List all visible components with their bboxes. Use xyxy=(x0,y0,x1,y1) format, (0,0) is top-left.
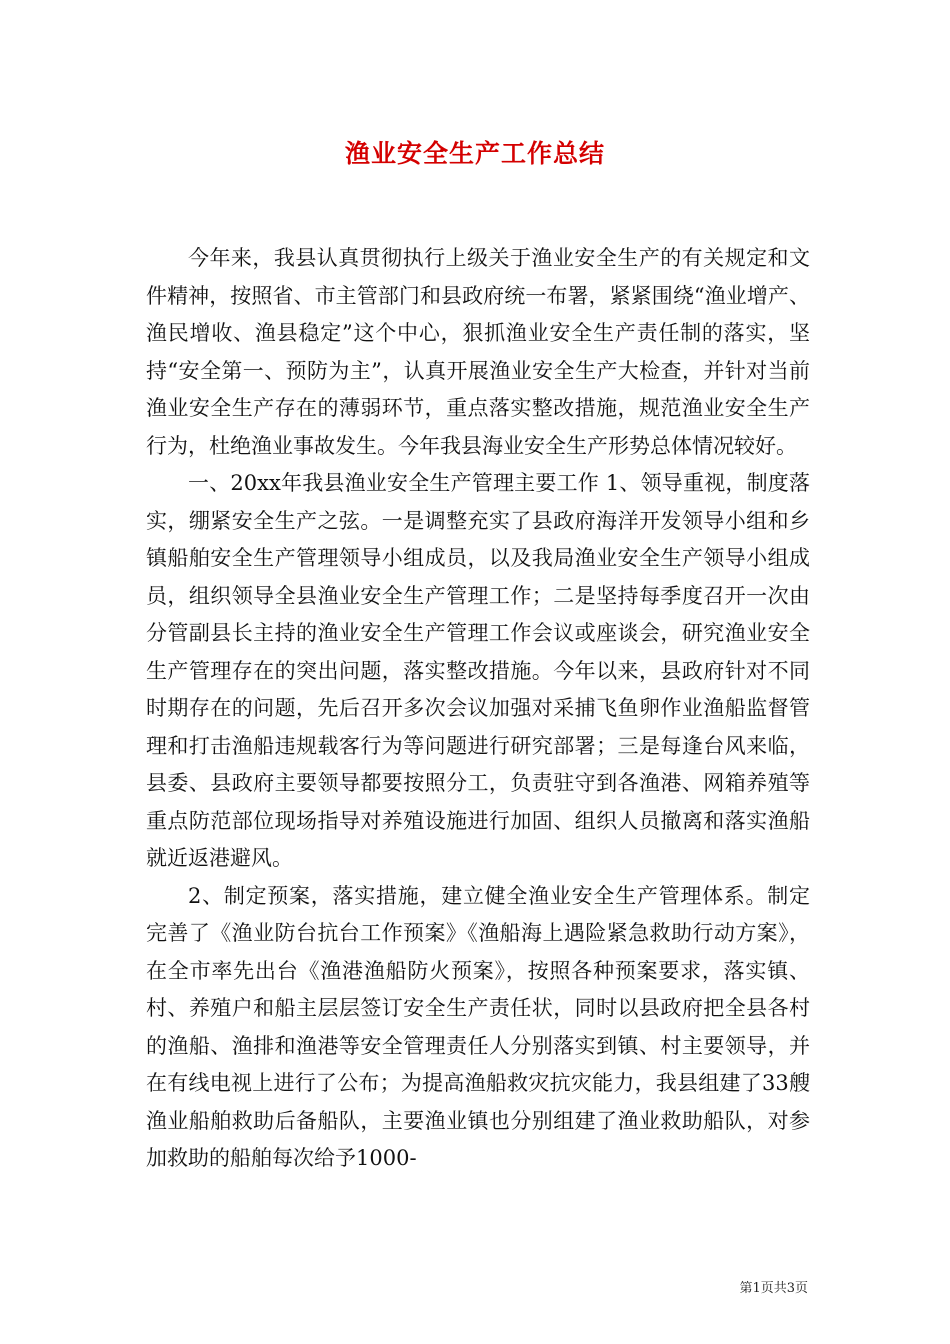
paragraph-intro: 今年来，我县认真贯彻执行上级关于渔业安全生产的有关规定和文件精神，按照省、市主管部门和县政府统一布署，紧紧围绕“渔业增产、渔民增收、渔县稳定”这个中心，狠抓渔业安全生产责任制的落实，坚持“安全第一、预防为主”，认真开展渔业安全生产大检查，并针对当前渔业安全生产存在的薄弱环节，重点落实整改措施，规范渔业安全生产行为，杜绝渔业事故发生。今年我县海业安全生产形势总体情况较好。 xyxy=(146,246,810,458)
paragraph-section-1: 一、20xx年我县渔业安全生产管理主要工作 1、领导重视，制度落实，绷紧安全生产之弦。一是调整充实了县政府海洋开发领导小组和乡镇船舶安全生产管理领导小组成员，以及我局渔业安全生产领导小组成员，组织领导全县渔业安全生产管理工作；二是坚持每季度召开一次由分管副县长主持的渔业安全生产管理工作会议或座谈会，研究渔业安全生产管理存在的突出问题，落实整改措施。今年以来，县政府针对不同时期存在的问题，先后召开多次会议加强对采捕飞鱼卵作业渔船监督管理和打击渔船违规载客行为等问题进行研究部署；三是每逢台风来临，县委、县政府主要领导都要按照分工，负责驻守到各渔港、网箱养殖等重点防范部位现场指导对养殖设施进行加固、组织人员撤离和落实渔船就近返港避风。 xyxy=(146,471,810,870)
page-number: 第1页共3页 xyxy=(739,1281,808,1296)
document-title: 渔业安全生产工作总结 xyxy=(344,139,605,168)
document-body xyxy=(146,240,810,1178)
paragraph-section-2: 2、制定预案，落实措施，建立健全渔业安全生产管理体系。制定完善了《渔业防台抗台工作预案》《渔船海上遇险紧急救助行动方案》，在全市率先出台《渔港渔船防火预案》，按照各种预案要求，落实镇、村、养殖户和船主层层签订安全生产责任状，同时以县政府把全县各村的渔船、渔排和渔港等安全管理责任人分别落实到镇、村主要领导，并在有线电视上进行了公布；为提高渔船救灾抗灾能力，我县组建了33艘渔业船舶救助后备船队，主要渔业镇也分别组建了渔业救助船队，对参加救助的船舶每次给予1000- xyxy=(146,883,810,1170)
